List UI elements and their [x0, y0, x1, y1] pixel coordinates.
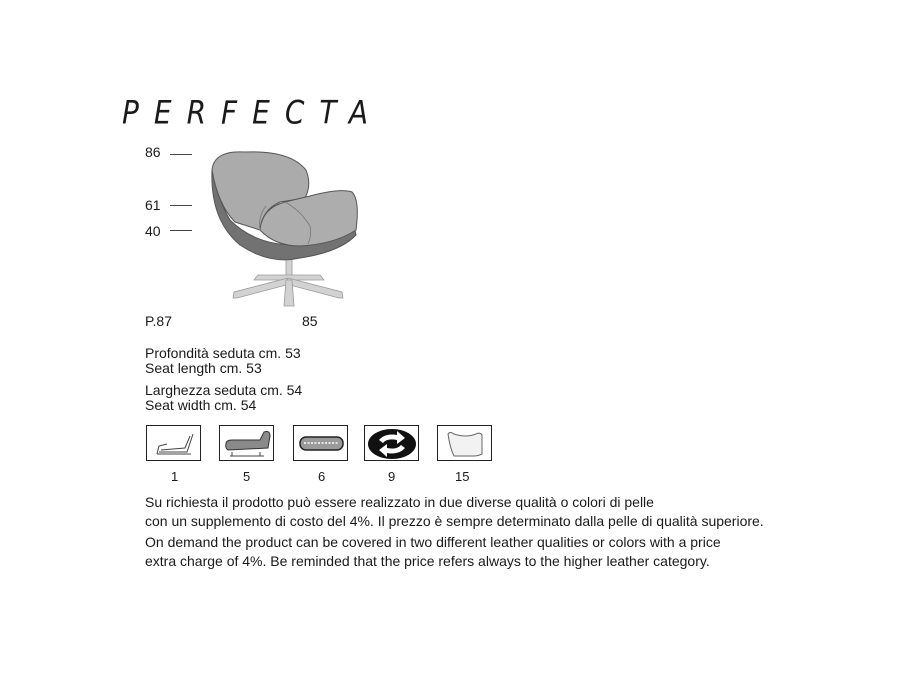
swivel-rotation-icon — [364, 425, 419, 461]
seat-width-it: Larghezza seduta cm. 54 — [145, 382, 303, 398]
seat-depth-en: Seat length cm. 53 — [145, 360, 262, 376]
note-english — [145, 533, 721, 571]
note-en-line-1: On demand the product can be covered in two different leather qualities or colors with a price — [145, 534, 721, 550]
seat-width-spec — [145, 383, 302, 413]
seat-depth-spec — [145, 346, 301, 376]
icon-number-6: 6 — [318, 469, 326, 484]
depth-label: P.87 — [145, 313, 172, 329]
note-it-line-2: con un supplemento di costo del 4%. Il prezzo è sempre determinato dalla pelle di qualità superiore. — [145, 513, 764, 529]
seat-cushion-icon — [219, 425, 274, 461]
frame-structure-icon — [146, 425, 201, 461]
note-en-line-2: extra charge of 4%. Be reminded that the price refers always to the higher leather category. — [145, 553, 710, 569]
note-it-line-1: Su richiesta il prodotto può essere realizzato in due diverse qualità o colori di pelle — [145, 494, 654, 510]
product-title: PERFECTA — [122, 93, 384, 132]
icon-number-5: 5 — [243, 469, 251, 484]
height-arm-label: 61 — [145, 197, 161, 213]
height-arm-line — [170, 205, 192, 206]
icon-number-1: 1 — [171, 469, 179, 484]
shell-back-icon — [437, 425, 492, 461]
swivel-base — [233, 258, 343, 306]
armchair-illustration — [200, 140, 370, 310]
seat-width-en: Seat width cm. 54 — [145, 397, 257, 413]
spring-suspension-icon — [293, 425, 348, 461]
icon-number-15: 15 — [455, 469, 470, 484]
icon-number-9: 9 — [388, 469, 396, 484]
height-total-line — [170, 154, 192, 155]
note-italian — [145, 493, 764, 531]
width-label: 85 — [302, 313, 318, 329]
height-seat-line — [170, 230, 192, 231]
seat-depth-it: Profondità seduta cm. 53 — [145, 345, 301, 361]
height-seat-label: 40 — [145, 223, 161, 239]
height-total-label: 86 — [145, 144, 161, 160]
